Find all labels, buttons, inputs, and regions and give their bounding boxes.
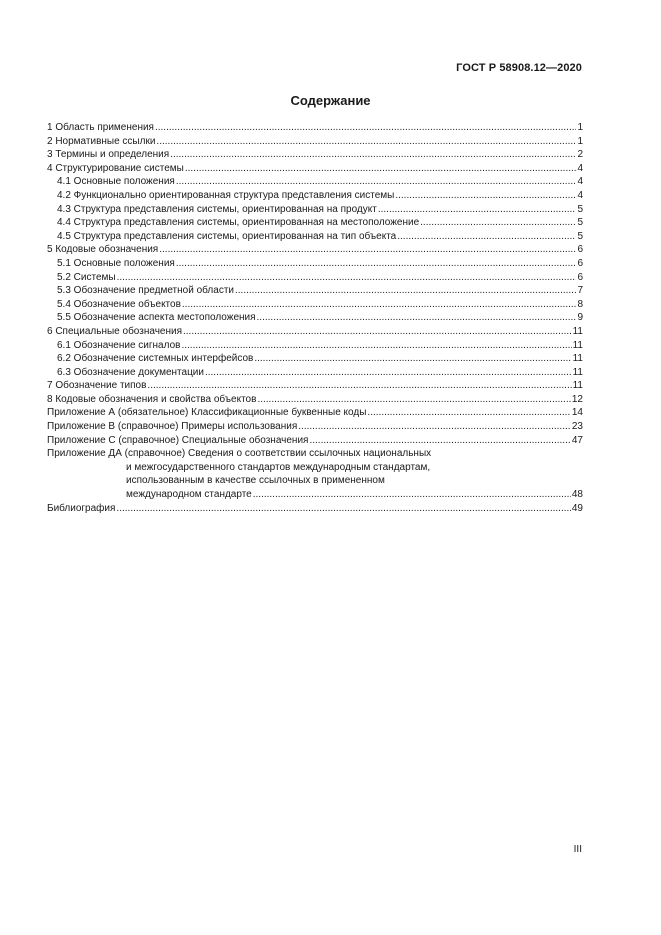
dot-leader <box>309 436 570 446</box>
toc-entry-label: 4 Структурирование системы <box>47 162 184 174</box>
dot-leader <box>253 490 571 500</box>
toc-entry-page: 11 <box>572 366 583 378</box>
toc-entry[interactable] <box>47 325 583 339</box>
toc-entry-label: 4.5 Структура представления системы, ориентированная на тип объекта <box>57 230 397 242</box>
toc-entry[interactable] <box>47 243 583 257</box>
dot-leader <box>116 504 570 514</box>
toc-entry-page: 23 <box>571 421 583 433</box>
toc-entry-page: 1 <box>577 122 583 133</box>
toc-entry-label: 8 Кодовые обозначения и свойства объектов <box>47 393 257 405</box>
toc-entry[interactable] <box>47 311 583 325</box>
toc-entry-label: 5.5 Обозначение аспекта местоположения <box>57 312 256 324</box>
toc-entry-page: 11 <box>572 325 583 337</box>
toc-entry-label: Библиография <box>47 502 116 514</box>
dot-leader <box>395 191 576 201</box>
toc-entry[interactable] <box>47 189 583 203</box>
toc-entry-label: 4.4 Структура представления системы, ориентированная на местоположение <box>57 217 420 229</box>
toc-entry-label: 5.1 Основные положения <box>57 257 175 269</box>
toc-entry-label-continued: использованным в качестве ссылочных в примененном <box>126 475 385 487</box>
dot-leader <box>181 341 571 351</box>
dot-leader <box>235 286 576 296</box>
dot-leader <box>397 232 576 242</box>
toc-entry[interactable] <box>47 203 583 217</box>
dot-leader <box>170 150 576 160</box>
dot-leader <box>257 395 570 405</box>
dot-leader <box>147 381 571 391</box>
toc-entry-page: 2 <box>577 149 583 161</box>
toc-entry-page: 5 <box>577 217 583 229</box>
toc-entry-page: 6 <box>577 271 583 283</box>
toc-entry-page: 5 <box>577 203 583 215</box>
toc-entry-label: 6.2 Обозначение системных интерфейсов <box>57 353 254 365</box>
dot-leader <box>182 300 577 310</box>
toc-entry[interactable] <box>47 298 583 312</box>
toc-entry[interactable] <box>47 121 583 135</box>
toc-entry-label: Приложение А (обязательное) Классификационные буквенные коды <box>47 407 367 419</box>
toc-entry[interactable] <box>47 175 583 189</box>
toc-entry-page: 49 <box>571 502 583 514</box>
dot-leader <box>257 313 577 323</box>
toc-entry-page: 11 <box>572 380 583 392</box>
dot-leader <box>176 177 577 187</box>
dot-leader <box>254 354 571 364</box>
toc-entry-page: 6 <box>577 257 583 269</box>
toc-entry[interactable] <box>47 366 583 380</box>
toc-entry[interactable] <box>47 271 583 285</box>
toc-entry-label-continued: международном стандарте <box>126 489 252 501</box>
toc-entry-label: 4.2 Функционально ориентированная структура представления системы <box>57 189 395 201</box>
toc-entry-page: 9 <box>577 312 583 324</box>
toc-entry-page: 4 <box>577 162 583 174</box>
toc-entry-page: 11 <box>572 353 583 365</box>
toc-entry-label: 5.3 Обозначение предметной области <box>57 285 234 297</box>
toc-entry-page: 7 <box>577 285 583 297</box>
toc-entry-label: 6.3 Обозначение документации <box>57 366 204 378</box>
page-number: III <box>573 844 582 855</box>
dot-leader <box>176 259 577 269</box>
toc-entry-page: 4 <box>577 189 583 201</box>
toc-entry[interactable] <box>47 352 583 366</box>
toc-entry-page: 47 <box>571 434 583 446</box>
dot-leader <box>420 218 576 228</box>
toc-entry[interactable] <box>47 379 583 393</box>
toc-entry[interactable] <box>47 230 583 244</box>
dot-leader <box>378 205 577 215</box>
toc-entry-label: 5.2 Системы <box>57 271 116 283</box>
toc-entry-label: 1 Область применения <box>47 122 154 133</box>
toc-title: Содержание <box>290 93 371 108</box>
toc-entry[interactable] <box>47 284 583 298</box>
toc-entry[interactable] <box>47 135 583 149</box>
toc-entry-label: Приложение С (справочное) Специальные обозначения <box>47 434 309 446</box>
dot-leader <box>117 273 577 283</box>
toc-entry-label: 6.1 Обозначение сигналов <box>57 339 181 351</box>
dot-leader <box>155 123 576 133</box>
toc-entry-label: Приложение ДА (справочное) Сведения о соответствии ссылочных национальных <box>47 448 432 460</box>
dot-leader <box>183 327 572 337</box>
toc-entry[interactable] <box>47 216 583 230</box>
toc-entry-appendix-da[interactable] <box>47 447 583 501</box>
toc-entry-bibliography[interactable] <box>47 502 583 516</box>
toc-entry[interactable] <box>47 257 583 271</box>
toc-entry-page: 6 <box>577 244 583 256</box>
table-of-contents <box>47 121 583 515</box>
toc-entry-label: 2 Нормативные ссылки <box>47 135 156 147</box>
toc-entry-label-continued: и межгосударственного стандартов международным стандартам, <box>126 461 431 473</box>
toc-entry-page: 48 <box>571 489 583 501</box>
dot-leader <box>185 164 577 174</box>
toc-entry-label: 6 Специальные обозначения <box>47 325 182 337</box>
toc-entry[interactable] <box>47 406 583 420</box>
dot-leader <box>159 245 576 255</box>
toc-entry-label: 5 Кодовые обозначения <box>47 244 159 256</box>
dot-leader <box>298 422 571 432</box>
document-code: ГОСТ Р 58908.12—2020 <box>456 62 582 74</box>
dot-leader <box>367 408 570 418</box>
toc-entry-page: 8 <box>577 298 583 310</box>
dot-leader <box>205 368 572 378</box>
toc-entry-label: 5.4 Обозначение объектов <box>57 298 181 310</box>
toc-entry-label: 4.3 Структура представления системы, ориентированная на продукт <box>57 203 377 215</box>
toc-entry[interactable] <box>47 434 583 448</box>
toc-entry-label: 4.1 Основные положения <box>57 176 175 188</box>
toc-entry[interactable] <box>47 420 583 434</box>
toc-entry[interactable] <box>47 393 583 407</box>
toc-entry-page: 11 <box>572 339 583 351</box>
toc-entry[interactable] <box>47 148 583 162</box>
dot-leader <box>156 137 576 147</box>
toc-entry-page: 14 <box>571 407 583 419</box>
toc-entry-label: 3 Термины и определения <box>47 149 170 161</box>
toc-entry-page: 12 <box>571 393 583 405</box>
toc-entry-label: Приложение В (справочное) Примеры использования <box>47 421 298 433</box>
toc-entry[interactable] <box>47 162 583 176</box>
toc-entry[interactable] <box>47 339 583 353</box>
toc-entry-page: 1 <box>577 135 583 147</box>
toc-entry-page: 4 <box>577 176 583 188</box>
toc-entry-page: 5 <box>577 230 583 242</box>
toc-entry-label: 7 Обозначение типов <box>47 380 147 392</box>
